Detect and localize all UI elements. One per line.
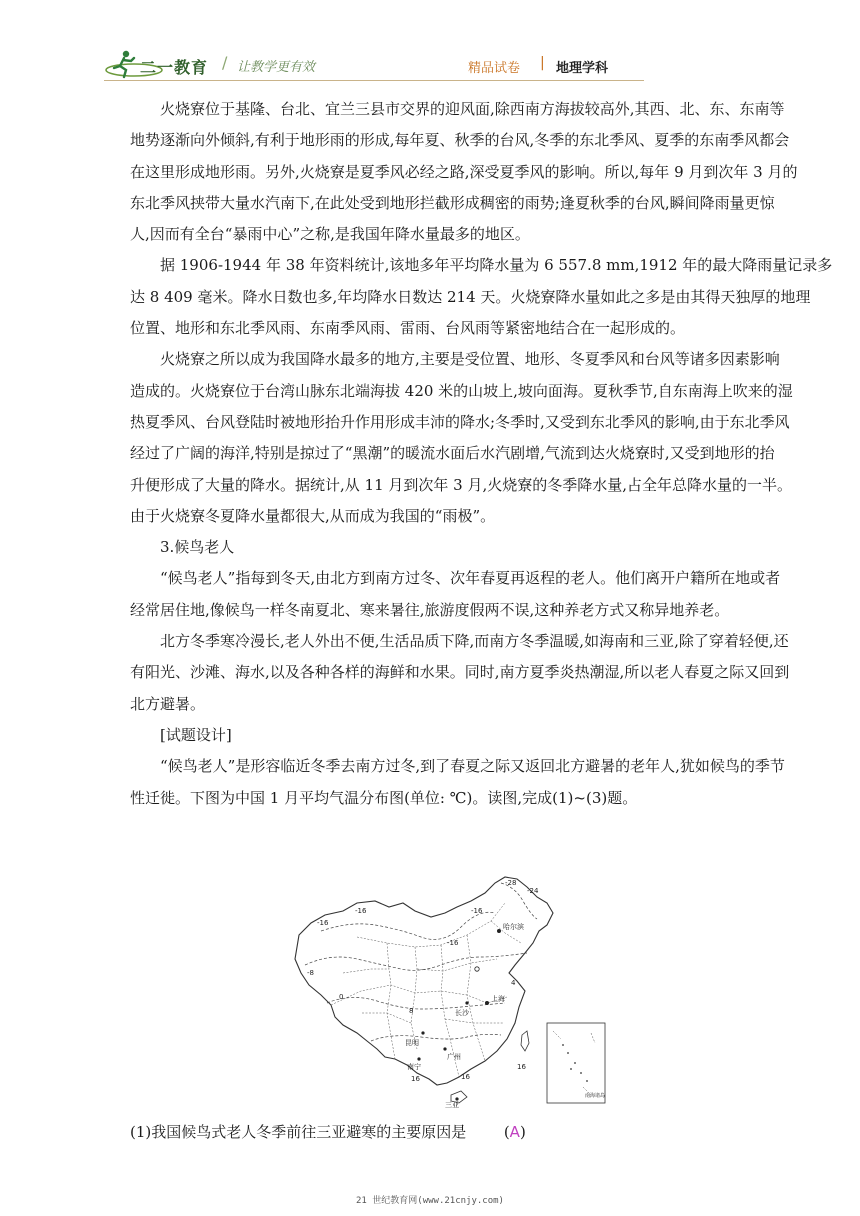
city-label-changsha: 长沙 — [455, 1009, 469, 1017]
paragraph-huoshaoliao-location: 火烧寮位于基隆、台北、宜兰三县市交界的迎风面,除西南方海拔较高外,其西、北、东、东南等 地势逐渐向外倾斜,有利于地形雨的形成,每年夏、秋季的台风,冬季的东北季风、夏季的东南季风都会 在这里形成地形雨。另外,火烧寮是夏季风必经之路,深受夏季风的影响。所以,每年 9 月到次年 3 月的 东北季风挟带大量水汽南下,在此处受到地形拦截形成稠密的雨势;逢夏秋季的台风,瞬间降雨量更惊 人,因而有全台“暴雨中心”之称,是我国年降水量最多的地区。 — [130, 100, 798, 244]
paragraph-north-south-climate: 北方冬季寒冷漫长,老人外出不便,生活品质下降,而南方冬季温暖,如海南和三亚,除了穿着轻便,还 有阳光、沙滩、海水,以及各种各样的海鲜和水果。同时,南方夏季炎热潮湿,所以老人春夏之际又回到 北方避暑。 — [130, 632, 790, 713]
isotherm-label: 4 — [511, 979, 516, 987]
paragraph-migratory-elderly-definition: “候鸟老人”指每到冬天,由北方到南方过冬、次年春夏再返程的老人。他们离开户籍所在地或者 经常居住地,像候鸟一样冬南夏北、寒来暑往,旅游度假两不误,这种养老方式又称异地养老。 — [130, 569, 781, 619]
isotherm-label: -8 — [307, 969, 314, 977]
inset-label-nanhai: 南海诸岛 — [585, 1093, 606, 1099]
slogan: 让教学更有效 — [237, 60, 316, 75]
isotherm-label: 16 — [411, 1075, 420, 1083]
header-rule — [104, 80, 644, 81]
isotherm-label: -16 — [447, 939, 459, 947]
china-january-temperature-map — [291, 873, 614, 1110]
city-label-harbin: 哈尔滨 — [503, 923, 524, 931]
document-body — [130, 94, 833, 814]
answer-choice: A — [509, 1123, 520, 1141]
isotherm-label: -24 — [527, 887, 539, 895]
isotherm-label: -28 — [505, 879, 517, 887]
doc-type-label: 精品试卷 — [468, 61, 521, 76]
paragraph-question-stem: “候鸟老人”是形容临近冬季去南方过冬,到了春夏之际又返回北方避暑的老年人,犹如候鸟的季节 性迁徙。下图为中国 1 月平均气温分布图(单位: ℃)。读图,完成(1)~(3)题。 — [130, 757, 785, 807]
section-heading: 3.候鸟老人 — [160, 538, 235, 557]
city-label-sanya: 三亚 — [445, 1101, 459, 1109]
isotherm-label: -16 — [355, 907, 367, 915]
question-1: (1)我国候鸟式老人冬季前往三亚避寒的主要原因是 (A) — [130, 1123, 526, 1141]
city-label-guangzhou: 广州 — [447, 1053, 461, 1061]
logo-text: 二一教育 — [140, 58, 209, 77]
city-label-shanghai: 上海 — [491, 995, 505, 1003]
taiwan-island — [521, 1031, 529, 1051]
paragraph-rainfall-statistics: 据 1906-1944 年 38 年资料统计,该地多年平均降水量为 6 557.8 mm,1912 年的最大降雨量记录多 达 8 409 毫米。降水日数也多,年均降水日数达 214 天。火烧寮降水量如此之多是由其得天独厚的地理 位置、地形和东北季风雨、东南季风雨、雷雨、台风雨等紧密地结合在一起形成的。 — [130, 256, 833, 338]
page-footer: 21 世纪教育网(www.21cnjy.com) — [356, 1196, 504, 1206]
isotherm-label: 16 — [517, 1063, 526, 1071]
slogan-slash: / — [222, 53, 228, 72]
question-design-heading: [试题设计] — [160, 725, 232, 744]
page-header — [0, 0, 860, 86]
subject-label: 地理学科 — [556, 61, 609, 76]
city-label-kunming: 昆明 — [405, 1039, 419, 1047]
south-china-sea-inset — [547, 1023, 605, 1103]
isotherm-label: -16 — [317, 919, 329, 927]
isotherm-label: 0 — [339, 993, 344, 1001]
isotherm-label: 16 — [461, 1073, 470, 1081]
city-label-nanning: 南宁 — [407, 1063, 421, 1071]
isotherm-label: -16 — [471, 907, 483, 915]
header-separator: | — [540, 55, 545, 71]
isotherm-label: 8 — [409, 1007, 414, 1015]
paragraph-rain-pole-causes: 火烧寮之所以成为我国降水最多的地方,主要是受位置、地形、冬夏季风和台风等诸多因素影响 造成的。火烧寮位于台湾山脉东北端海拔 420 米的山坡上,坡向面海。夏秋季节,自东南海上吹来的湿 热夏季风、台风登陆时被地形抬升作用形成丰沛的降水;冬季时,又受到东北季风的影响,由于东北季风 经过了广阔的海洋,特别是掠过了“黑潮”的暖流水面后水汽剧增,气流到达火烧寮时,又受到地形的抬 升便形成了大量的降水。据统计,从 11 月到次年 3 月,火烧寮的冬季降水量,占全年总降水量的一半。 由于火烧寮冬夏降水量都很大,从而成为我国的“雨极”。 — [130, 350, 793, 525]
